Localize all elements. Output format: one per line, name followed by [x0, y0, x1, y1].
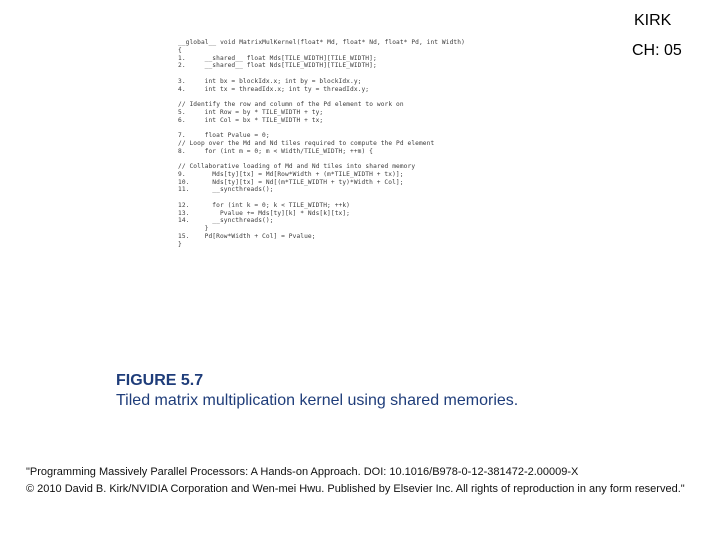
code-line-number: 11.	[178, 186, 190, 194]
code-line	[178, 210, 498, 218]
code-line	[178, 155, 498, 163]
code-line	[178, 194, 498, 202]
figure-caption	[116, 371, 518, 411]
author-label: KIRK	[634, 12, 672, 29]
code-line	[178, 93, 498, 101]
code-line	[178, 179, 498, 187]
code-line-text: for (int k = 0; k < TILE_WIDTH; ++k)	[197, 201, 351, 209]
code-line	[178, 225, 498, 233]
code-line-text: int bx = blockIdx.x; int by = blockIdx.y;	[197, 77, 362, 85]
code-line-text: Nds[ty][tx] = Nd[(m*TILE_WIDTH + ty)*Width + Col];	[197, 178, 404, 186]
code-line-text: {	[178, 46, 182, 54]
code-line-number: 7.	[178, 132, 186, 139]
code-line-number: 12.	[178, 201, 190, 209]
code-line-text: // Identify the row and column of the Pd element to work on	[178, 101, 404, 108]
code-line-text: }	[197, 225, 209, 232]
citation-line-1: "Programming Massively Parallel Processors: A Hands-on Approach. DOI: 10.1016/B978-0-12-381472-2.00009-X	[26, 466, 579, 478]
code-line	[178, 241, 498, 249]
code-line-text: __syncthreads();	[197, 186, 274, 194]
code-line-text: for (int m = 0; m < Width/TILE_WIDTH; ++m) {	[197, 147, 373, 155]
code-line	[178, 62, 498, 70]
citation	[26, 464, 685, 498]
code-line	[178, 140, 498, 148]
code-line	[178, 163, 498, 171]
code-line-text: Pvalue += Mds[ty][k] * Nds[k][tx];	[197, 209, 351, 217]
code-line-number: 4.	[178, 85, 186, 93]
code-line-text: Mds[ty][tx] = Md[Row*Width + (m*TILE_WIDTH + tx)];	[197, 170, 404, 178]
code-line	[178, 55, 498, 63]
code-line-text: __shared__ float Mds[TILE_WIDTH][TILE_WIDTH];	[197, 54, 377, 62]
code-line-text: }	[178, 240, 182, 248]
code-line-number: 5.	[178, 108, 186, 116]
code-line	[178, 233, 498, 241]
code-line	[178, 47, 498, 55]
figure-title: Tiled matrix multiplication kernel using shared memories.	[116, 392, 519, 409]
code-listing	[178, 39, 498, 248]
code-line	[178, 124, 498, 132]
code-line-number: 10.	[178, 178, 190, 186]
code-line-number: 15.	[178, 232, 190, 240]
code-line	[178, 101, 498, 109]
code-line-number: 14.	[178, 217, 190, 225]
code-line	[178, 217, 498, 225]
figure-label: FIGURE 5.7	[116, 372, 204, 389]
code-line	[178, 148, 498, 156]
code-line-number: 1.	[178, 54, 186, 62]
code-line-number: 8.	[178, 147, 186, 155]
code-line-text: // Collaborative loading of Md and Nd tiles into shared memory	[178, 163, 416, 170]
code-line-text: // Loop over the Md and Nd tiles required to compute the Pd element	[178, 139, 435, 147]
chapter-label: CH: 05	[632, 42, 682, 59]
code-line-text: float Pvalue = 0;	[197, 132, 270, 139]
code-line	[178, 117, 498, 125]
code-line-text: int Row = by * TILE_WIDTH + ty;	[197, 108, 324, 116]
code-line-text: Pd[Row*Width + Col] = Pvalue;	[197, 232, 316, 240]
code-line-number: 13.	[178, 209, 190, 217]
code-line	[178, 202, 498, 210]
citation-line-2: © 2010 David B. Kirk/NVIDIA Corporation and Wen-mei Hwu. Published by Elsevier Inc. All rights of reproduction in any form reserved."	[26, 483, 685, 495]
code-line	[178, 39, 498, 47]
code-line	[178, 78, 498, 86]
code-line-text: __syncthreads();	[197, 217, 274, 225]
code-line-number: 3.	[178, 77, 186, 85]
code-line	[178, 186, 498, 194]
code-line	[178, 70, 498, 78]
code-line	[178, 109, 498, 117]
code-line-number: 6.	[178, 116, 186, 124]
code-line-text: int Col = bx * TILE_WIDTH + tx;	[197, 116, 324, 124]
code-line	[178, 86, 498, 94]
code-line-text: __global__ void MatrixMulKernel(float* Md, float* Nd, float* Pd, int Width)	[178, 39, 465, 46]
code-line	[178, 171, 498, 179]
code-line-text: int tx = threadIdx.x; int ty = threadIdx.y;	[197, 85, 370, 93]
code-line-number: 2.	[178, 62, 186, 70]
code-line-number: 9.	[178, 170, 186, 178]
code-line-text: __shared__ float Nds[TILE_WIDTH][TILE_WIDTH];	[197, 62, 377, 70]
code-line	[178, 132, 498, 140]
